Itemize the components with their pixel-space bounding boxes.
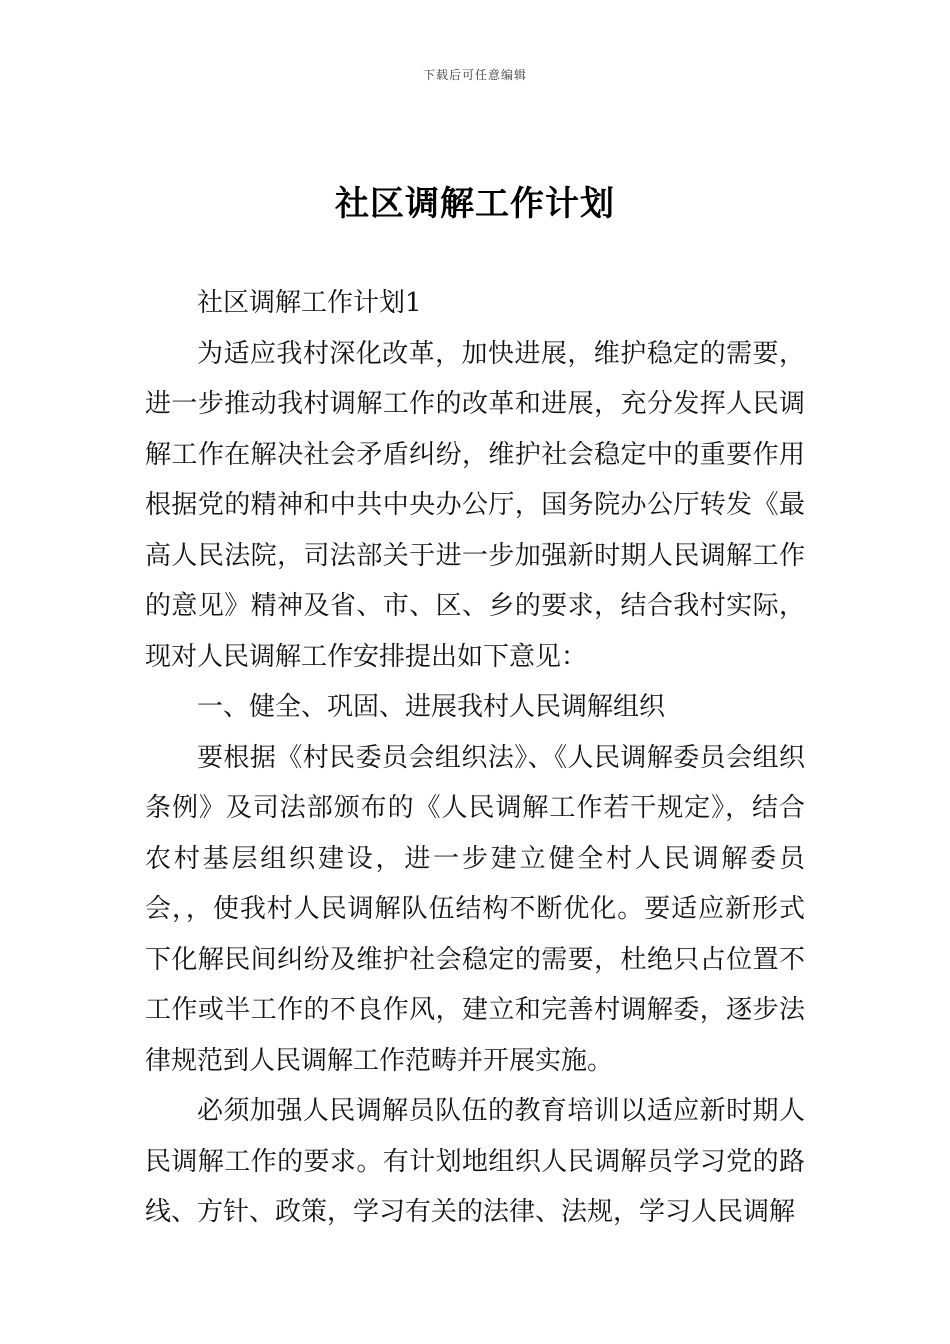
paragraph-intro: 为适应我村深化改革，加快进展，维护稳定的需要，进一步推动我村调解工作的改革和进展，充分发挥人民调解工作在解决社会矛盾纠纷，维护社会稳定中的重要作用根据党的精神和中共中央办公厅，国务院办公厅转发《最高人民法院，司法部关于进一步加强新时期人民调解工作的意见》精神及省、市、区、乡的要求，结合我村实际，现对人民调解工作安排提出如下意见： [145, 338, 805, 672]
document-body [145, 278, 805, 1238]
paragraph-subtitle: 社区调解工作计划1 [197, 288, 422, 318]
header-note: 下载后可任意编辑 [422, 68, 527, 82]
section-heading-1: 一、健全、巩固、进展我村人民调解组织 [197, 692, 666, 722]
document-title: 社区调解工作计划 [335, 184, 615, 224]
paragraph-training: 必须加强人民调解员队伍的教育培训以适应新时期人民调解工作的要求。有计划地组织人民调解员学习党的路线、方针、政策，学习有关的法律、法规，学习人民调解 [145, 1096, 805, 1227]
paragraph-section-1: 要根据《村民委员会组织法》、《人民调解委员会组织条例》及司法部颁布的《人民调解工作若干规定》，结合农村基层组织建设，进一步建立健全村人民调解委员会，，使我村人民调解队伍结构不断优化。要适应新形式下化解民间纠纷及维护社会稳定的需要，杜绝只占位置不工作或半工作的不良作风，建立和完善村调解委，逐步法律规范到人民调解工作范畴并开展实施。 [145, 742, 805, 1076]
